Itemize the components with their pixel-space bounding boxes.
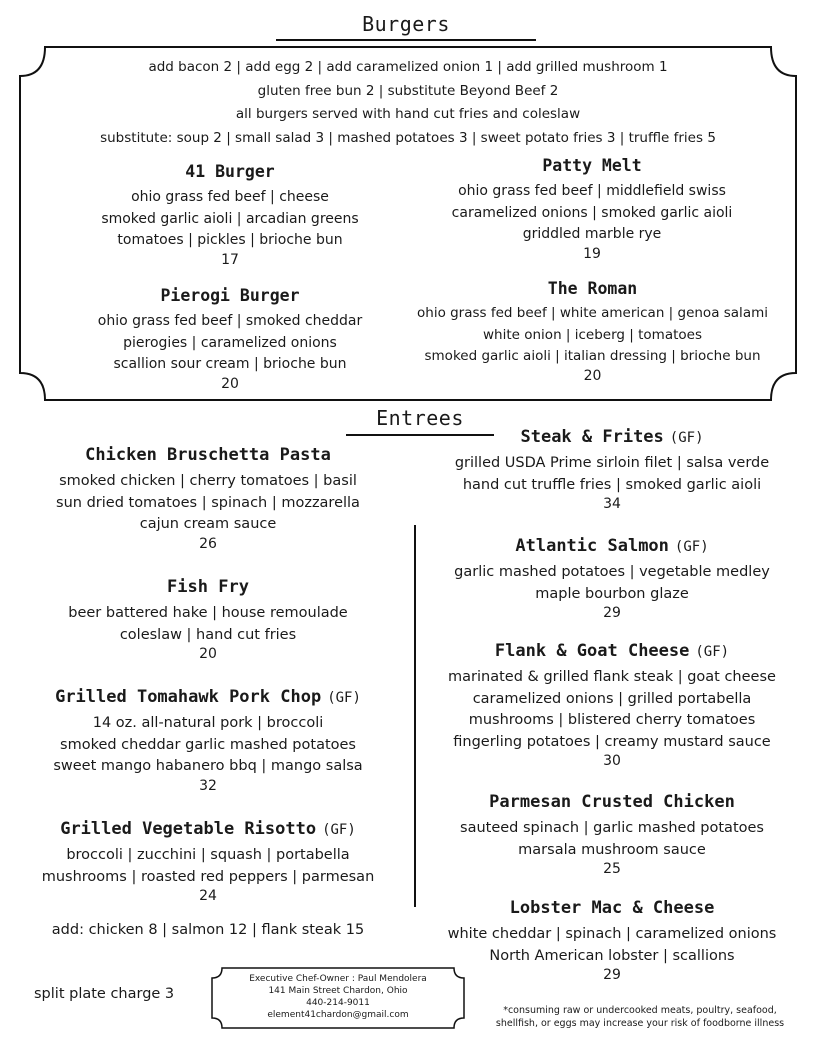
split-plate-charge: split plate charge 3 (34, 986, 175, 1002)
item-price: 29 (603, 967, 621, 983)
burgers-title: Burgers (362, 12, 450, 36)
gluten-free-tag: (GF) (674, 539, 709, 555)
item-desc: white onion | iceberg | tomatoes (483, 326, 702, 343)
menu-item-the-roman (400, 279, 785, 384)
menu-item-pierogi-burger (50, 286, 410, 392)
phone: 440-214-9011 (306, 998, 370, 1008)
item-desc: smoked garlic aioli | arcadian greens (101, 210, 359, 227)
item-desc: North American lobster | scallions (489, 947, 735, 964)
item-desc: fingerling potatoes | creamy mustard sauce (453, 733, 771, 750)
item-desc: white cheddar | spinach | caramelized onions (447, 926, 777, 942)
item-desc: ohio grass fed beef | white american | genoa salami (417, 305, 768, 321)
item-name: 41 Burger (185, 162, 275, 181)
item-price: 20 (221, 375, 239, 392)
item-name: Chicken Bruschetta Pasta (85, 445, 331, 465)
item-desc: sweet mango habanero bbq | mango salsa (53, 758, 363, 774)
burgers-info-line: substitute: soup 2 | small salad 3 | mashed potatoes 3 | sweet potato fries 3 | truffle fries 5 (100, 129, 716, 146)
item-desc: hand cut truffle fries | smoked garlic aioli (462, 476, 762, 493)
item-desc: smoked cheddar garlic mashed potatoes (60, 736, 356, 753)
item-desc: broccoli | zucchini | squash | portabella (66, 847, 350, 863)
email: element41chardon@gmail.com (267, 1010, 409, 1020)
gluten-free-tag: (GF) (695, 644, 730, 660)
item-price: 32 (199, 777, 217, 794)
item-desc: garlic mashed potatoes | vegetable medley (454, 564, 770, 580)
gluten-free-tag: (GF) (669, 430, 704, 446)
item-name: The Roman (547, 279, 638, 298)
item-name: Flank & Goat Cheese (GF) (494, 641, 730, 661)
item-name: Fish Fry (167, 577, 249, 597)
item-price: 25 (603, 861, 621, 877)
contact-info (212, 973, 464, 1021)
item-name: Pierogi Burger (160, 286, 300, 305)
menu-item-flank-goat-cheese (424, 641, 800, 769)
item-desc: mushrooms | roasted red peppers | parmesan (41, 868, 375, 885)
risotto-add-ons: add: chicken 8 | salmon 12 | flank steak 15 (51, 922, 365, 938)
item-desc: caramelized onions | grilled portabella (472, 690, 752, 707)
item-desc: mushrooms | blistered cherry tomatoes (468, 712, 756, 728)
item-desc: ohio grass fed beef | smoked cheddar (97, 313, 363, 329)
burgers-info (20, 56, 796, 150)
burgers-info-line: add bacon 2 | add egg 2 | add caramelized onion 1 | add grilled mushroom 1 (148, 59, 668, 75)
item-desc: 14 oz. all-natural pork | broccoli (92, 715, 324, 731)
item-price: 30 (603, 753, 621, 769)
column-divider (414, 525, 416, 907)
disclaimer-line: *consuming raw or undercooked meats, poultry, seafood, (503, 1005, 777, 1016)
menu-item-grilled-tomahawk-pork-chop (18, 687, 398, 794)
item-desc: caramelized onions | smoked garlic aioli (451, 204, 733, 221)
item-desc: pierogies | caramelized onions (123, 334, 337, 351)
foodborne-disclaimer (478, 1004, 802, 1030)
menu-item-parmesan-crusted-chicken (424, 792, 800, 877)
menu-item-fish-fry (18, 577, 398, 662)
item-desc: scallion sour cream | brioche bun (113, 356, 347, 372)
item-desc: ohio grass fed beef | middlefield swiss (458, 183, 726, 199)
menu-item-atlantic-salmon (424, 536, 800, 621)
menu-item-grilled-vegetable-risotto (18, 819, 398, 904)
item-desc: griddled marble rye (522, 226, 662, 242)
item-name: Lobster Mac & Cheese (509, 898, 715, 918)
address: 141 Main Street Chardon, Ohio (268, 986, 408, 996)
item-price: 29 (603, 605, 621, 621)
item-price: 20 (583, 367, 602, 384)
menu-item-patty-melt (422, 156, 762, 262)
item-name: Grilled Tomahawk Pork Chop (GF) (55, 687, 361, 707)
item-price: 17 (221, 251, 239, 268)
item-desc: sun dried tomatoes | spinach | mozzarella (56, 494, 360, 511)
item-desc: smoked garlic aioli | italian dressing | brioche bun (424, 348, 761, 364)
item-desc: sauteed spinach | garlic mashed potatoes (460, 820, 764, 836)
item-price: 19 (583, 245, 601, 262)
gluten-free-tag: (GF) (322, 822, 356, 838)
item-desc: marinated & grilled flank steak | goat cheese (448, 669, 776, 685)
burgers-info-line: all burgers served with hand cut fries and coleslaw (235, 106, 581, 122)
item-desc: grilled USDA Prime sirloin filet | salsa verde (454, 455, 770, 471)
item-desc: coleslaw | hand cut fries (119, 626, 297, 643)
menu-item-lobster-mac-cheese (424, 898, 800, 983)
item-price: 20 (199, 646, 217, 662)
burgers-info-line: gluten free bun 2 | substitute Beyond Beef 2 (257, 82, 559, 99)
item-name: Grilled Vegetable Risotto (GF) (60, 819, 356, 839)
item-name: Atlantic Salmon (GF) (515, 536, 709, 556)
item-desc: marsala mushroom sauce (518, 841, 706, 858)
item-desc: beer battered hake | house remoulade (68, 605, 348, 621)
item-price: 34 (603, 496, 621, 512)
item-desc: smoked chicken | cherry tomatoes | basil (59, 473, 357, 489)
item-desc: maple bourbon glaze (535, 585, 689, 602)
menu-item-chicken-bruschetta-pasta (18, 445, 398, 552)
item-desc: tomatoes | pickles | brioche bun (117, 232, 343, 248)
item-desc: cajun cream sauce (139, 516, 277, 532)
entrees-title: Entrees (376, 406, 464, 430)
gluten-free-tag: (GF) (327, 690, 361, 706)
item-name: Patty Melt (542, 156, 642, 175)
menu-item-steak-frites (424, 427, 800, 512)
item-price: 26 (199, 535, 217, 552)
menu-item-41-burger (60, 162, 400, 268)
item-name: Parmesan Crusted Chicken (489, 792, 735, 812)
chef-owner: Executive Chef-Owner : Paul Mendolera (249, 974, 427, 984)
item-price: 24 (199, 888, 217, 904)
item-name: Steak & Frites (GF) (520, 427, 704, 447)
item-desc: ohio grass fed beef | cheese (131, 189, 329, 205)
disclaimer-line: shellfish, or eggs may increase your risk of foodborne illness (495, 1018, 785, 1029)
